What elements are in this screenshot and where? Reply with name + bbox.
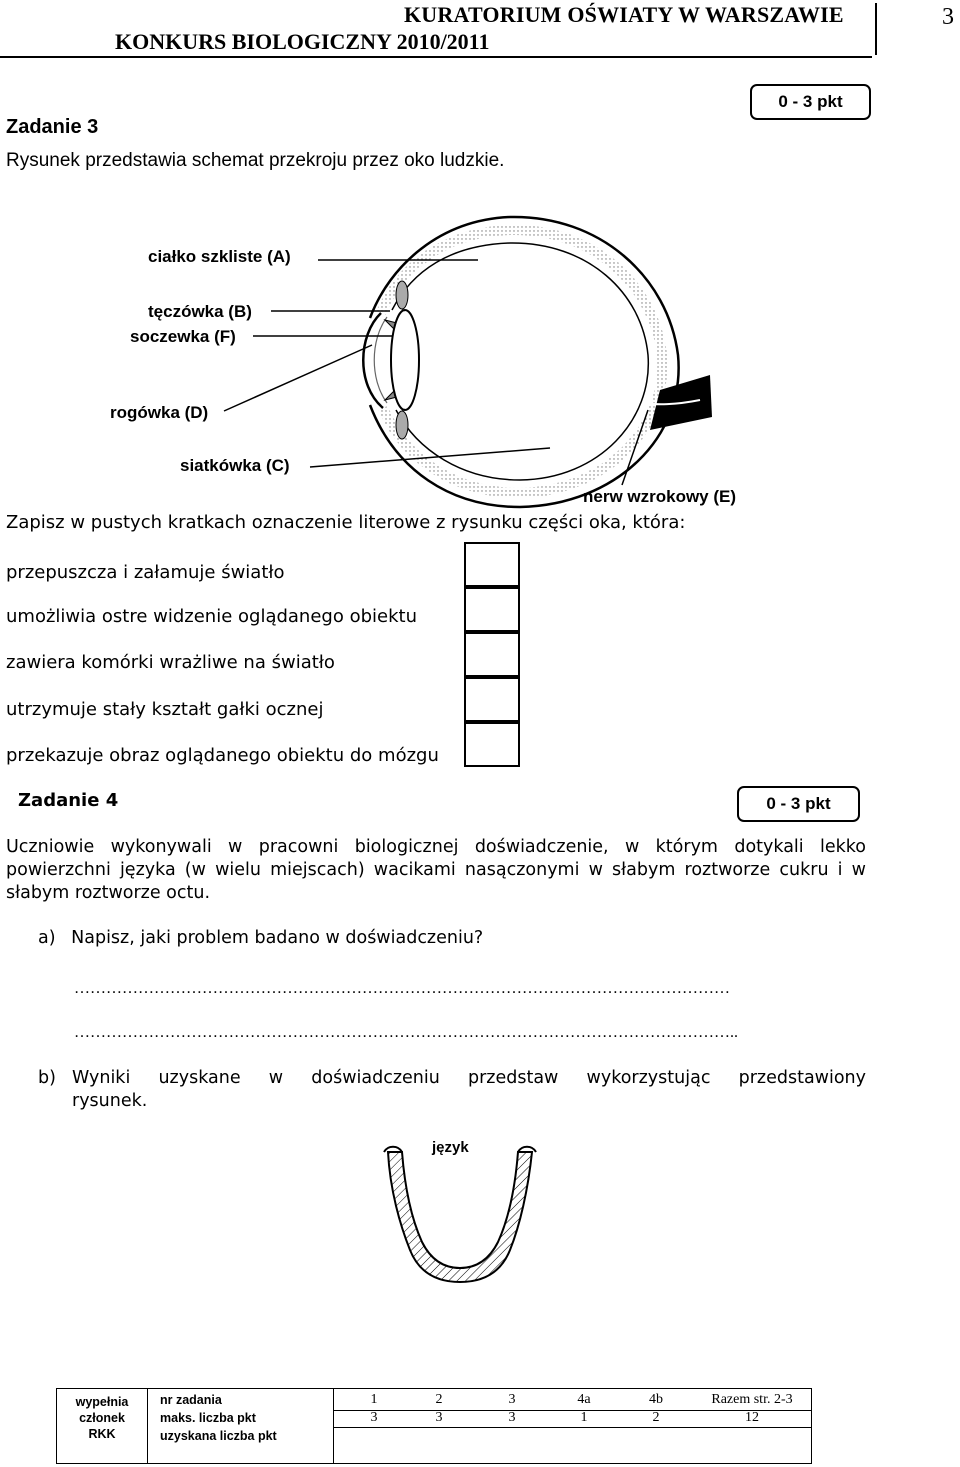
task3-instruction: Zapisz w pustych kratkach oznaczenie literowe z rysunku części oka, która: xyxy=(6,512,686,533)
retina-line xyxy=(392,243,648,480)
question-b-text-cont: rysunek. xyxy=(72,1091,148,1111)
task-no-2: 2 xyxy=(435,1392,443,1407)
answer-line-2[interactable]: …………………………………………………………………………………………………………….. xyxy=(74,1024,738,1041)
label-optic-nerve: nerw wzrokowy (E) xyxy=(583,487,737,506)
label-lens: soczewka (F) xyxy=(130,327,236,346)
statement-3: zawiera komórki wrażliwe na światło xyxy=(6,652,335,673)
ciliary-bottom xyxy=(396,411,408,439)
cornea xyxy=(363,313,383,408)
score-filler-line1: wypełnia xyxy=(75,1395,129,1409)
task3-title: Zadanie 3 xyxy=(6,116,99,138)
label-retina: siatkówka (C) xyxy=(180,456,290,475)
tongue-diagram xyxy=(370,1130,550,1290)
task-no-3: 3 xyxy=(508,1392,516,1407)
statement-2: umożliwia ostre widzenie oglądanego obiektu xyxy=(6,606,417,627)
header-contest: KONKURS BIOLOGICZNY 2010/2011 xyxy=(115,29,490,54)
statement-5: przekazuje obraz oglądanego obiektu do mózgu xyxy=(6,745,439,766)
label-vitreous: ciałko szkliste (A) xyxy=(148,247,291,266)
eye-diagram xyxy=(100,205,800,515)
max-pts-2: 3 xyxy=(435,1410,443,1425)
row-label-max: maks. liczba pkt xyxy=(160,1411,256,1425)
row-label-task: nr zadania xyxy=(160,1393,222,1407)
task4-paragraph: Uczniowie wykonywali w pracowni biologicznej doświadczenie, w którym dotykali lekko powierzchni języka (w wielu miejscach) wacikami nasączonymi w słabym roztworze cukru i w słabym roztworze octu. xyxy=(6,837,866,903)
score-filler-line2: członek xyxy=(79,1411,125,1425)
task3-intro: Rysunek przedstawia schemat przekroju przez oko ludzkie. xyxy=(6,150,505,171)
answer-box-3[interactable] xyxy=(464,632,520,677)
task-no-total: Razem str. 2-3 xyxy=(711,1392,793,1407)
task4-title: Zadanie 4 xyxy=(18,790,119,811)
max-pts-1: 3 xyxy=(370,1410,378,1425)
ciliary-top xyxy=(396,281,408,309)
tongue-label: język xyxy=(432,1139,469,1156)
header-rule xyxy=(0,56,872,58)
answer-box-1[interactable] xyxy=(464,542,520,587)
row-label-obtained: uzyskana liczba pkt xyxy=(160,1429,277,1443)
question-b-label: b) xyxy=(38,1068,56,1088)
question-a-text: Napisz, jaki problem badano w doświadczeniu? xyxy=(71,928,484,948)
answer-box-2[interactable] xyxy=(464,587,520,632)
question-a xyxy=(38,928,483,948)
statement-1: przepuszcza i załamuje światło xyxy=(6,562,285,583)
answer-box-4[interactable] xyxy=(464,677,520,722)
cornea-inner xyxy=(374,317,387,403)
task-no-4a: 4a xyxy=(577,1392,591,1407)
statement-4: utrzymuje stały kształt gałki ocznej xyxy=(6,699,324,720)
score-filler-line3: RKK xyxy=(88,1427,116,1441)
max-pts-4a: 1 xyxy=(580,1410,588,1425)
task-no-1: 1 xyxy=(370,1392,378,1407)
header-institution: KURATORIUM OŚWIATY W WARSZAWIE xyxy=(404,2,844,27)
answer-line-1[interactable]: …………………………………………………………………………………………………………… xyxy=(74,980,730,997)
tongue-outline xyxy=(388,1152,532,1282)
page-number: 3 xyxy=(942,4,954,30)
question-b-text: Wyniki uzyskane w doświadczeniu przedstaw wykorzystując przedstawiony xyxy=(72,1068,866,1088)
max-pts-total: 12 xyxy=(745,1410,759,1425)
task3-points-badge: 0 - 3 pkt xyxy=(750,84,871,120)
header-divider xyxy=(875,3,877,55)
task-no-4b: 4b xyxy=(649,1392,663,1407)
max-pts-3: 3 xyxy=(508,1410,516,1425)
lens xyxy=(391,310,419,410)
score-table xyxy=(56,1388,812,1464)
answer-box-5[interactable] xyxy=(464,722,520,767)
choroid-band xyxy=(381,230,662,493)
question-a-label: a) xyxy=(38,928,56,948)
label-iris: tęczówka (B) xyxy=(148,302,252,321)
label-cornea: rogówka (D) xyxy=(110,403,209,422)
max-pts-4b: 2 xyxy=(652,1410,660,1425)
task4-points-badge: 0 - 3 pkt xyxy=(737,786,860,822)
